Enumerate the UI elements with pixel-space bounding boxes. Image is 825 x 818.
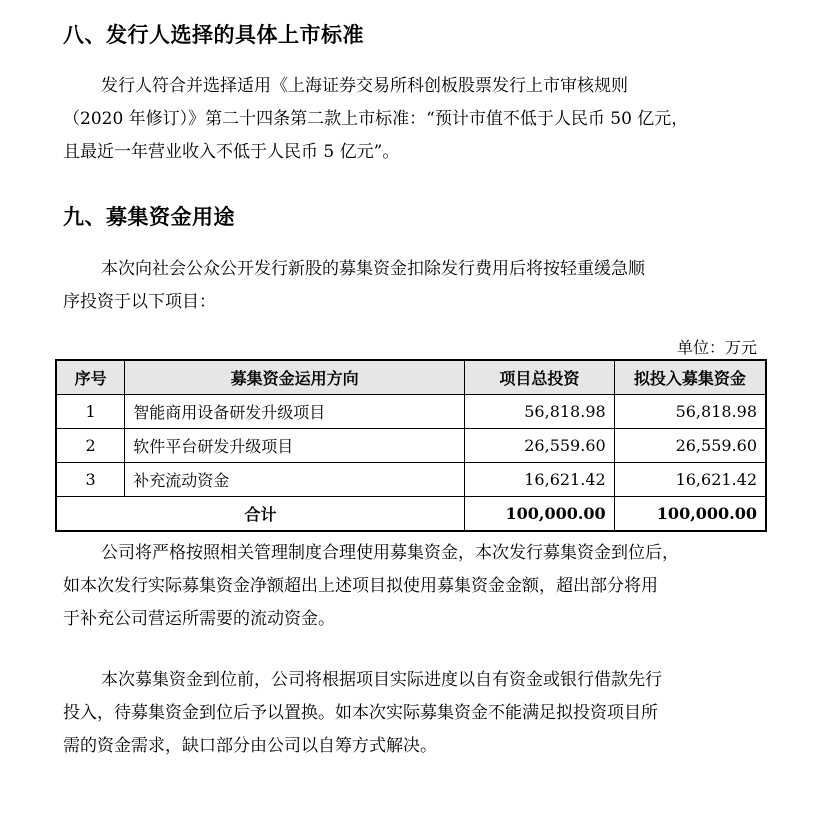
- fund-usage-paragraph-2: [63, 664, 763, 763]
- row-number: 1: [56, 395, 125, 429]
- text-line: 且最近一年营业收入不低于人民币 5 亿元”。: [63, 142, 400, 162]
- unit-label: 单位：万元: [676, 338, 757, 357]
- total-investment: 16,621.42: [465, 463, 615, 497]
- text-line: 投入，待募集资金到位后予以置换。如本次实际募集资金不能满足拟投资项目所: [63, 703, 658, 723]
- table-row: [56, 395, 766, 429]
- section-9-heading: 九、募集资金用途: [63, 205, 235, 229]
- text-line: 发行人符合并选择适用《上海证券交易所科创板股票发行上市审核规则: [101, 76, 628, 96]
- text-line: 如本次发行实际募集资金净额超出上述项目拟使用募集资金金额，超出部分将用: [63, 576, 658, 596]
- text-line: 本次向社会公众公开发行新股的募集资金扣除发行费用后将按轻重缓急顺: [101, 259, 645, 279]
- row-number: 3: [56, 463, 125, 497]
- header-cell-planned-raise: 拟投入募集资金: [614, 360, 766, 395]
- planned-raise: 56,818.98: [614, 395, 766, 429]
- header-cell-no: 序号: [56, 360, 125, 395]
- project-name: 智能商用设备研发升级项目: [125, 395, 465, 429]
- planned-raise: 26,559.60: [614, 429, 766, 463]
- fund-usage-table: [55, 359, 767, 532]
- text-line: 需的资金需求，缺口部分由公司以自筹方式解决。: [63, 736, 437, 756]
- section-9-intro: [63, 253, 763, 319]
- total-label: 合计: [56, 497, 465, 532]
- section-8-paragraph: [63, 70, 763, 169]
- total-investment-sum: 100,000.00: [465, 497, 615, 532]
- text-line: 于补充公司营运所需要的流动资金。: [63, 609, 335, 629]
- planned-raise: 16,621.42: [614, 463, 766, 497]
- section-8-heading: 八、发行人选择的具体上市标准: [63, 23, 364, 47]
- total-investment: 56,818.98: [465, 395, 615, 429]
- header-cell-total-investment: 项目总投资: [465, 360, 615, 395]
- project-name: 软件平台研发升级项目: [125, 429, 465, 463]
- table-header-row: [56, 360, 766, 395]
- text-line: 本次募集资金到位前，公司将根据项目实际进度以自有资金或银行借款先行: [101, 670, 662, 690]
- text-line: 公司将严格按照相关管理制度合理使用募集资金，本次发行募集资金到位后，: [101, 543, 679, 563]
- planned-raise-sum: 100,000.00: [614, 497, 766, 532]
- table-row: [56, 429, 766, 463]
- text-line: （2020 年修订）》第二十四条第二款上市标准：“预计市值不低于人民币 50 亿元，: [63, 109, 689, 129]
- header-cell-direction: 募集资金运用方向: [125, 360, 465, 395]
- row-number: 2: [56, 429, 125, 463]
- table-total-row: [56, 497, 766, 532]
- total-investment: 26,559.60: [465, 429, 615, 463]
- fund-usage-paragraph-1: [63, 537, 763, 636]
- table-row: [56, 463, 766, 497]
- text-line: 序投资于以下项目：: [63, 292, 216, 312]
- project-name: 补充流动资金: [125, 463, 465, 497]
